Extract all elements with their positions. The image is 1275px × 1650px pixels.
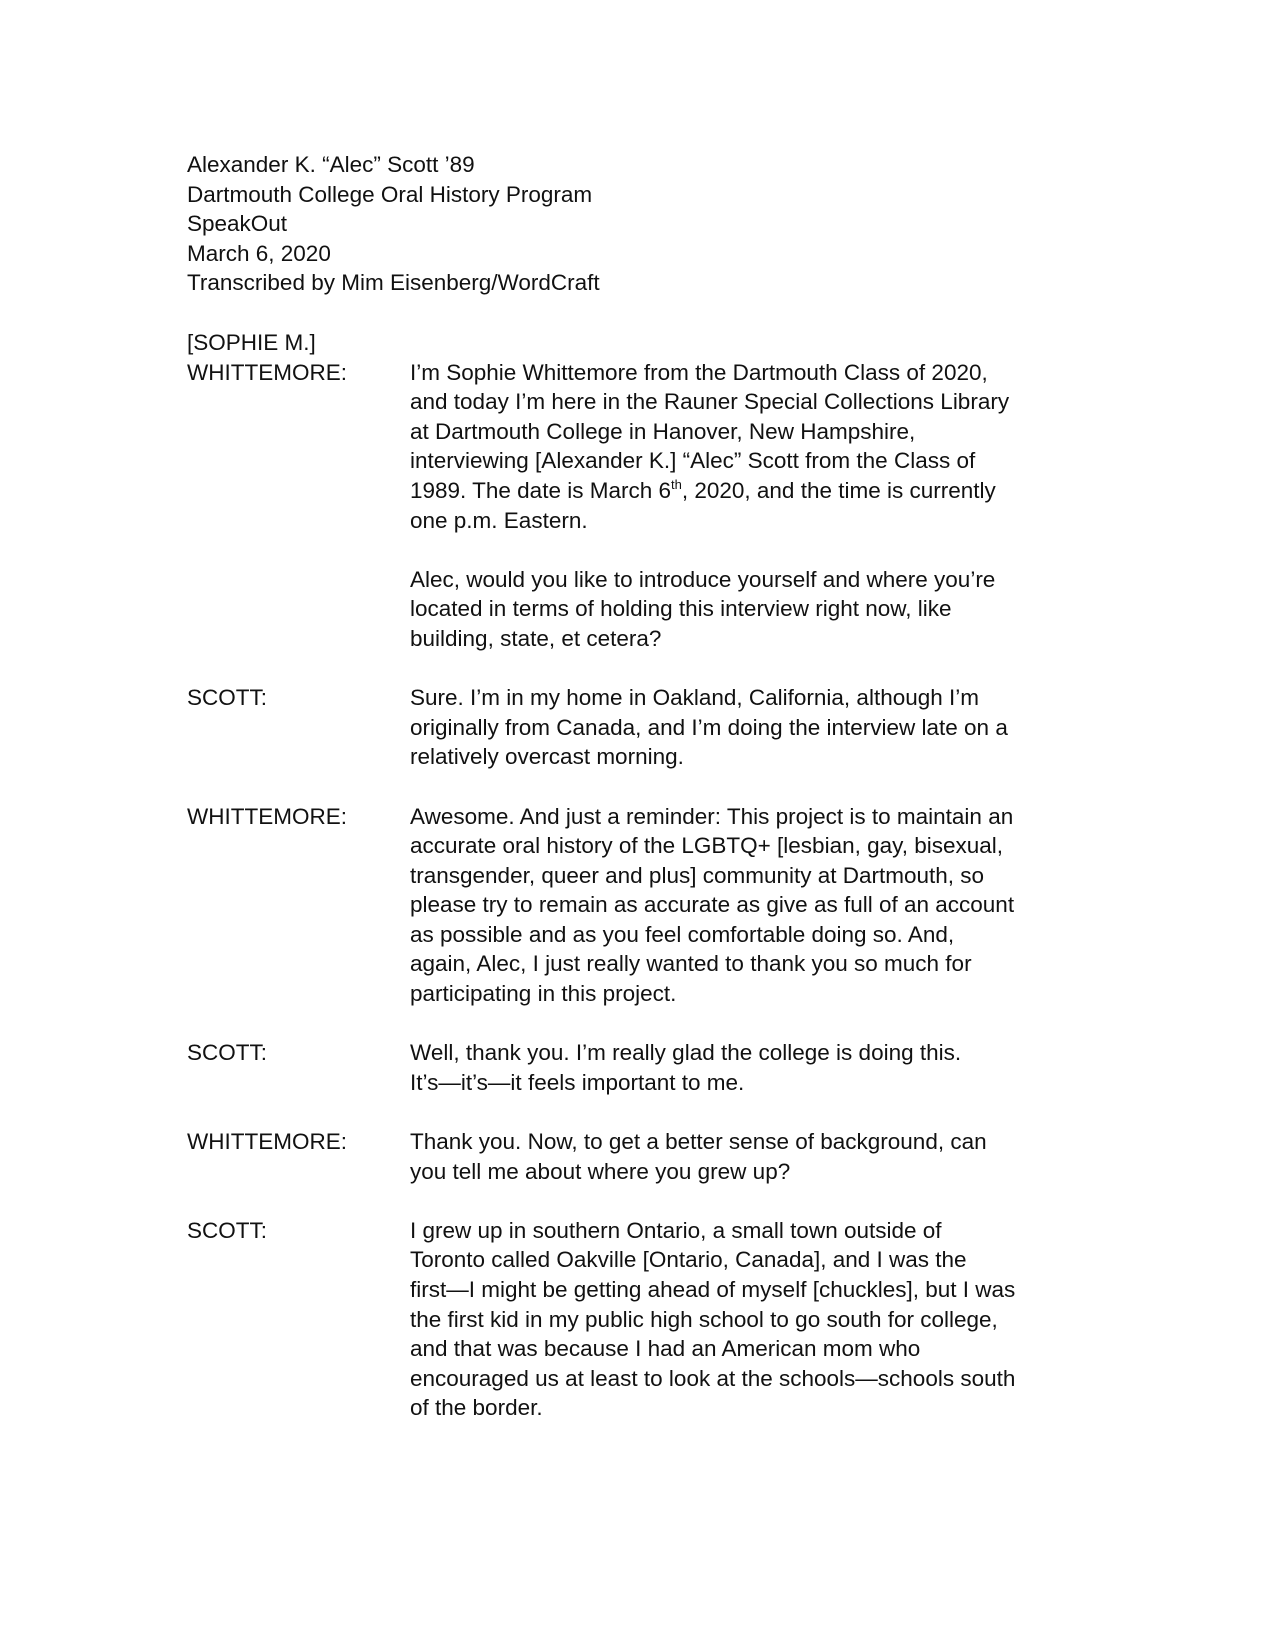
document-header bbox=[187, 150, 1087, 298]
speaker-label: WHITTEMORE: bbox=[187, 803, 347, 829]
speaker-label: WHITTEMORE: bbox=[187, 359, 347, 385]
transcript-turn bbox=[187, 802, 1087, 1009]
header-transcriber: Transcribed by Mim Eisenberg/WordCraft bbox=[187, 270, 600, 296]
speech-line: participating in this project. bbox=[410, 981, 677, 1007]
speech-line: located in terms of holding this interview right now, like bbox=[410, 596, 952, 622]
speech-line: the first kid in my public high school to go south for college, bbox=[410, 1306, 998, 1332]
speech-paragraph bbox=[410, 683, 1080, 772]
speech-paragraph bbox=[410, 565, 1080, 654]
ordinal-superscript: th bbox=[671, 476, 682, 492]
transcript-turn bbox=[187, 1127, 1087, 1186]
speech-line: interviewing [Alexander K.] “Alec” Scott from the Class of bbox=[410, 448, 976, 474]
speech-line: Sure. I’m in my home in Oakland, California, although I’m bbox=[410, 685, 980, 711]
speech-line: Alec, would you like to introduce yourself and where you’re bbox=[410, 566, 996, 592]
transcript-turn bbox=[187, 358, 1087, 654]
speech-text bbox=[410, 1127, 1080, 1186]
speech-line: and that was because I had an American mom who bbox=[410, 1336, 921, 1362]
speech-line: as possible and as you feel comfortable doing so. And, bbox=[410, 921, 955, 947]
speech-text bbox=[410, 358, 1080, 654]
transcript-turn bbox=[187, 1216, 1087, 1423]
speech-line bbox=[410, 476, 1080, 506]
speech-line: Toronto called Oakville [Ontario, Canada], and I was the bbox=[410, 1247, 967, 1273]
speech-line: Well, thank you. I’m really glad the college is doing this. bbox=[410, 1040, 962, 1066]
speech-line: again, Alec, I just really wanted to thank you so much for bbox=[410, 951, 972, 977]
speech-line: relatively overcast morning. bbox=[410, 744, 684, 770]
speech-paragraph bbox=[410, 358, 1080, 536]
speech-line: originally from Canada, and I’m doing the interview late on a bbox=[410, 714, 1008, 740]
speech-line: building, state, et cetera? bbox=[410, 625, 662, 651]
speech-line: encouraged us at least to look at the schools—schools south bbox=[410, 1365, 1016, 1391]
speech-line-end: , 2020, and the time is currently bbox=[681, 477, 996, 503]
speech-paragraph bbox=[410, 1038, 1080, 1097]
speech-line: of the border. bbox=[410, 1395, 543, 1421]
speech-text bbox=[410, 802, 1080, 1009]
transcript-turn bbox=[187, 683, 1087, 772]
speaker-label: SCOTT: bbox=[187, 1040, 268, 1066]
speaker-label: WHITTEMORE: bbox=[187, 1129, 347, 1155]
header-program: Dartmouth College Oral History Program bbox=[187, 181, 593, 207]
speech-line: and today I’m here in the Rauner Special Collections Library bbox=[410, 389, 1010, 415]
speech-line-start: 1989. The date is March 6 bbox=[410, 477, 671, 503]
speech-paragraph bbox=[410, 1127, 1080, 1186]
speaker-label: SCOTT: bbox=[187, 1217, 268, 1243]
speech-line: at Dartmouth College in Hanover, New Hampshire, bbox=[410, 418, 916, 444]
transcript-turn bbox=[187, 1038, 1087, 1097]
speech-line: Awesome. And just a reminder: This project is to maintain an bbox=[410, 803, 1014, 829]
speech-line: first—I might be getting ahead of myself [chuckles], but I was bbox=[410, 1277, 1016, 1302]
speech-line: I grew up in southern Ontario, a small town outside of bbox=[410, 1217, 942, 1243]
speech-text bbox=[410, 1038, 1080, 1097]
speaker-label: SCOTT: bbox=[187, 685, 268, 711]
speech-paragraph bbox=[410, 1216, 1080, 1423]
transcript-body bbox=[187, 328, 1087, 1453]
header-date: March 6, 2020 bbox=[187, 240, 331, 266]
speech-paragraph bbox=[410, 802, 1080, 1009]
speech-line: transgender, queer and plus] community at Dartmouth, so bbox=[410, 862, 985, 888]
speech-line: I’m Sophie Whittemore from the Dartmouth Class of 2020, bbox=[410, 359, 988, 385]
speech-line: one p.m. Eastern. bbox=[410, 507, 588, 533]
speech-text bbox=[410, 1216, 1080, 1423]
header-project: SpeakOut bbox=[187, 211, 288, 237]
speaker-prefix: [SOPHIE M.] bbox=[187, 330, 316, 355]
speech-line: accurate oral history of the LGBTQ+ [lesbian, gay, bisexual, bbox=[410, 833, 1004, 859]
speech-line: you tell me about where you grew up? bbox=[410, 1158, 791, 1184]
speech-line: Thank you. Now, to get a better sense of background, can bbox=[410, 1129, 987, 1155]
header-title: Alexander K. “Alec” Scott ’89 bbox=[187, 152, 475, 177]
speech-line: please try to remain as accurate as give as full of an account bbox=[410, 892, 1015, 918]
speech-text bbox=[410, 683, 1080, 772]
speech-line: It’s—it’s—it feels important to me. bbox=[410, 1069, 745, 1095]
